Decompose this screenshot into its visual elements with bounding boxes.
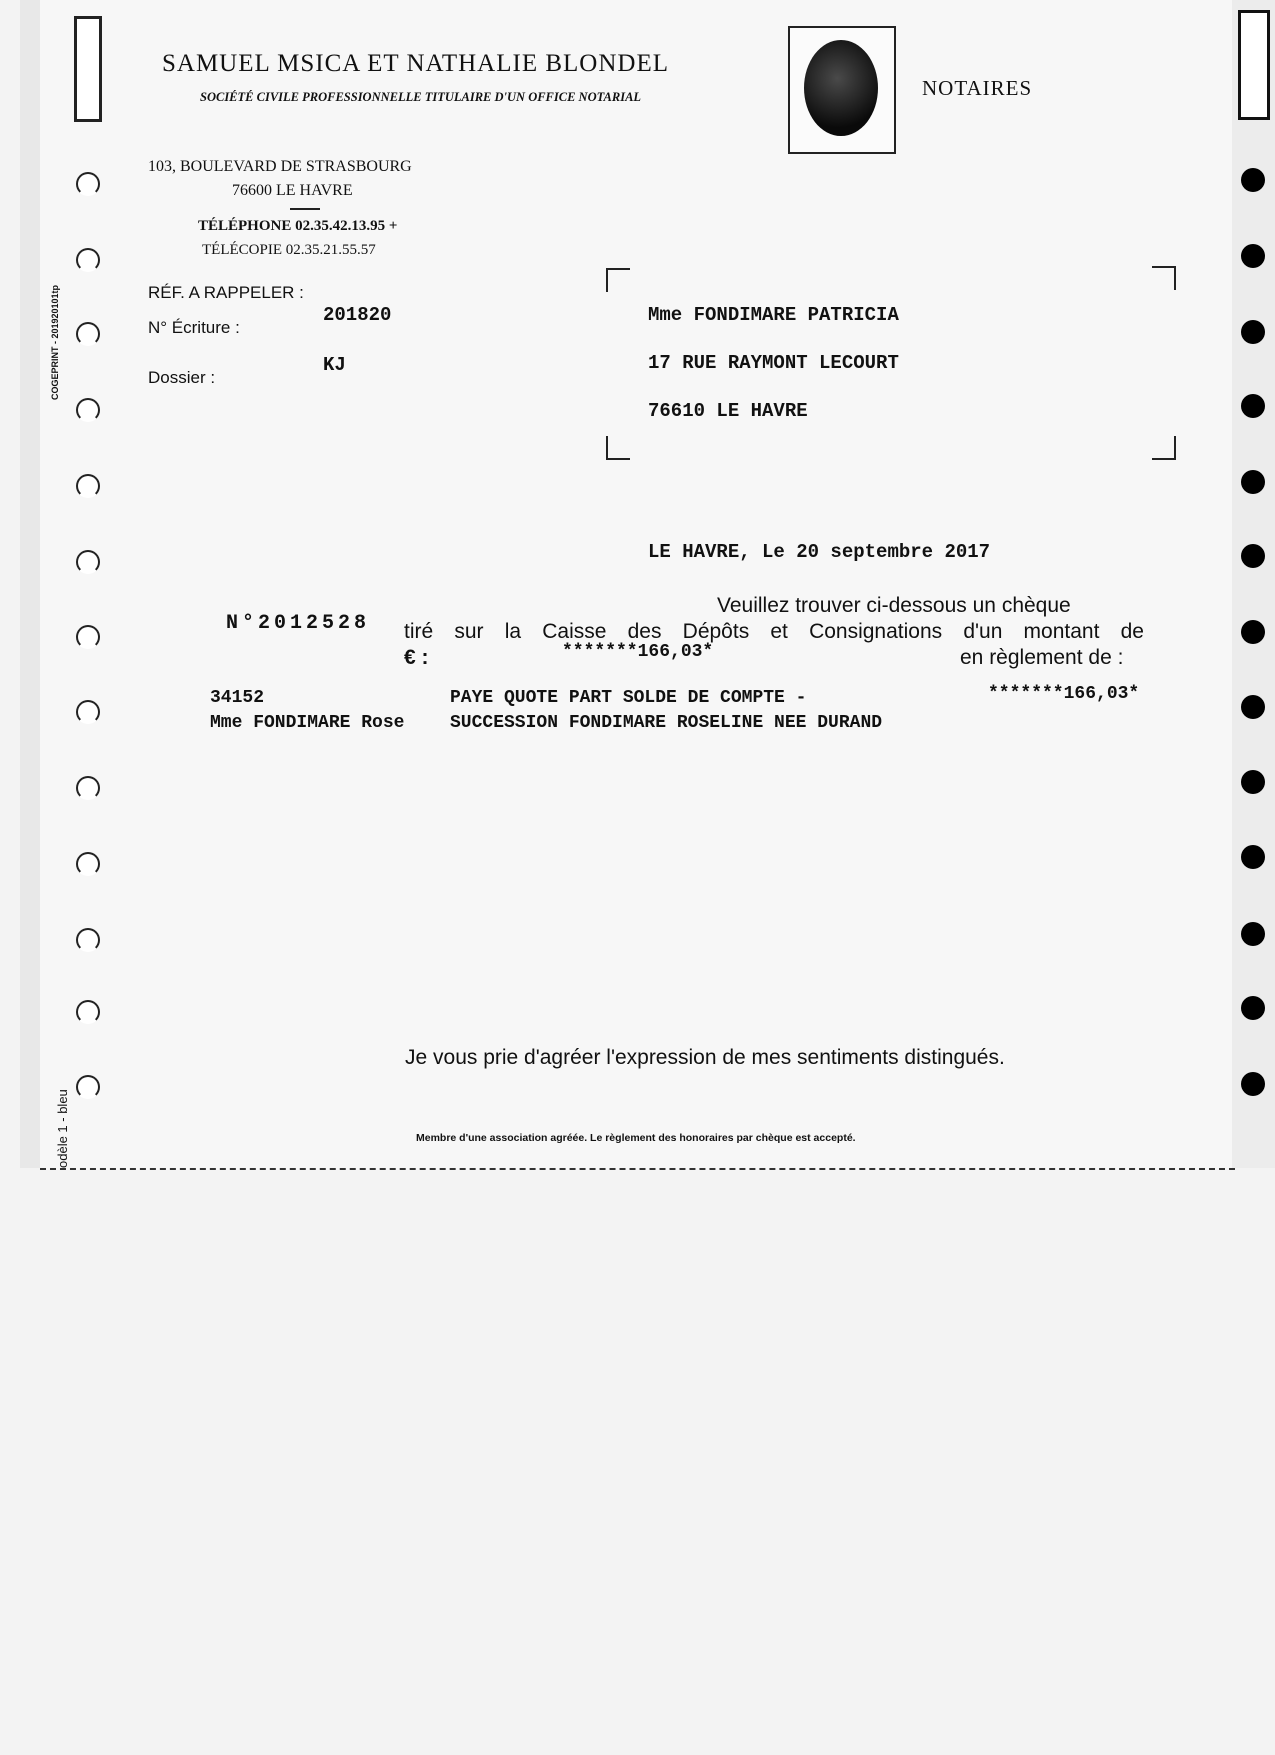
- perforation-hole: [76, 852, 100, 876]
- perforation-hole: [1241, 244, 1265, 268]
- perforation-hole: [1241, 470, 1265, 494]
- notaires-label: NOTAIRES: [922, 76, 1033, 100]
- footer-note: Membre d'une association agréée. Le règlement des honoraires par chèque est accepté.: [416, 1132, 856, 1144]
- printer-code: COGEPRINT - 201920101tp: [50, 284, 60, 400]
- line-item-beneficiary: Mme FONDIMARE Rose: [210, 713, 405, 733]
- perforation-hole: [1241, 845, 1265, 869]
- word: la: [504, 620, 522, 643]
- word: Dépôts: [682, 620, 750, 643]
- perforation-hole: [76, 474, 100, 498]
- window-corner: [606, 268, 630, 292]
- word: sur: [454, 620, 484, 643]
- word: d'un: [963, 620, 1003, 643]
- letterhead-subtitle: SOCIÉTÉ CIVILE PROFESSIONNELLE TITULAIRE D'UN OFFICE NOTARIAL: [200, 90, 642, 104]
- perforation-hole: [76, 625, 100, 649]
- office-address-city: 76600 LE HAVRE: [232, 182, 353, 199]
- perforation-hole: [76, 248, 100, 272]
- perforation-hole: [1241, 544, 1265, 568]
- word: montant: [1023, 620, 1100, 643]
- perforation-hole: [76, 172, 100, 196]
- perforation-hole: [1241, 695, 1265, 719]
- ecriture-label: N° Écriture :: [148, 318, 240, 337]
- office-telephone: TÉLÉPHONE 02.35.42.13.95 +: [198, 218, 398, 234]
- window-corner: [1152, 266, 1176, 290]
- window-corner: [1152, 436, 1176, 460]
- window-corner: [606, 436, 630, 460]
- word: et: [770, 620, 788, 643]
- perforation-hole: [76, 700, 100, 724]
- cheque-number: N°2012528: [226, 612, 371, 635]
- perforation-hole: [76, 928, 100, 952]
- line-item-description: PAYE QUOTE PART SOLDE DE COMPTE -: [450, 688, 807, 708]
- perforation-hole: [1241, 168, 1265, 192]
- letterhead-title: SAMUEL MSICA ET NATHALIE BLONDEL: [162, 50, 669, 77]
- dossier-value: KJ: [323, 354, 346, 376]
- recipient-city: 76610 LE HAVRE: [648, 400, 808, 422]
- dossier-label: Dossier :: [148, 368, 216, 387]
- ecriture-value: 201820: [323, 304, 392, 326]
- currency-symbol: € :: [404, 646, 429, 669]
- word: tiré: [404, 620, 434, 643]
- perforation-hole: [76, 1075, 100, 1099]
- cheque-intro: Veuillez trouver ci-dessous un chèque: [717, 594, 1071, 617]
- word: Consignations: [809, 620, 943, 643]
- cheque-line-2: [404, 620, 1144, 644]
- settlement-label: en règlement de :: [960, 646, 1124, 669]
- perforation-hole: [76, 322, 100, 346]
- office-fax: TÉLÉCOPIE 02.35.21.55.57: [202, 242, 376, 258]
- perforation-hole: [1241, 996, 1265, 1020]
- line-item-succession: SUCCESSION FONDIMARE ROSELINE NEE DURAND: [450, 713, 883, 733]
- word: Caisse: [542, 620, 607, 643]
- model-label: odèle 1 - bleu: [55, 1089, 70, 1168]
- top-slot: [1238, 10, 1270, 120]
- recipient-name: Mme FONDIMARE PATRICIA: [648, 304, 899, 326]
- top-slot: [74, 16, 102, 122]
- office-address-street: 103, BOULEVARD DE STRASBOURG: [148, 158, 412, 175]
- perforation-hole: [1241, 922, 1265, 946]
- recipient-street: 17 RUE RAYMONT LECOURT: [648, 352, 899, 374]
- seal-emblem: [804, 40, 878, 136]
- word: de: [1120, 620, 1144, 643]
- perforation-hole: [1241, 394, 1265, 418]
- perforation-hole: [1241, 1072, 1265, 1096]
- perforation-hole: [76, 398, 100, 422]
- date-line: LE HAVRE, Le 20 septembre 2017: [648, 541, 991, 563]
- notary-seal: [788, 26, 896, 154]
- perforation-hole: [76, 550, 100, 574]
- perforation-hole: [76, 776, 100, 800]
- perforation-hole: [76, 1000, 100, 1024]
- line-item-amount: *******166,03*: [988, 684, 1140, 704]
- address-divider: [290, 208, 320, 210]
- perforation-hole: [1241, 770, 1265, 794]
- cheque-amount: *******166,03*: [562, 642, 714, 662]
- word: des: [627, 620, 662, 643]
- reference-label: RÉF. A RAPPELER :: [148, 283, 304, 302]
- perforation-hole: [1241, 320, 1265, 344]
- perforation-hole: [1241, 620, 1265, 644]
- closing-formula: Je vous prie d'agréer l'expression de mes sentiments distingués.: [405, 1046, 1005, 1069]
- line-item-code: 34152: [210, 688, 265, 708]
